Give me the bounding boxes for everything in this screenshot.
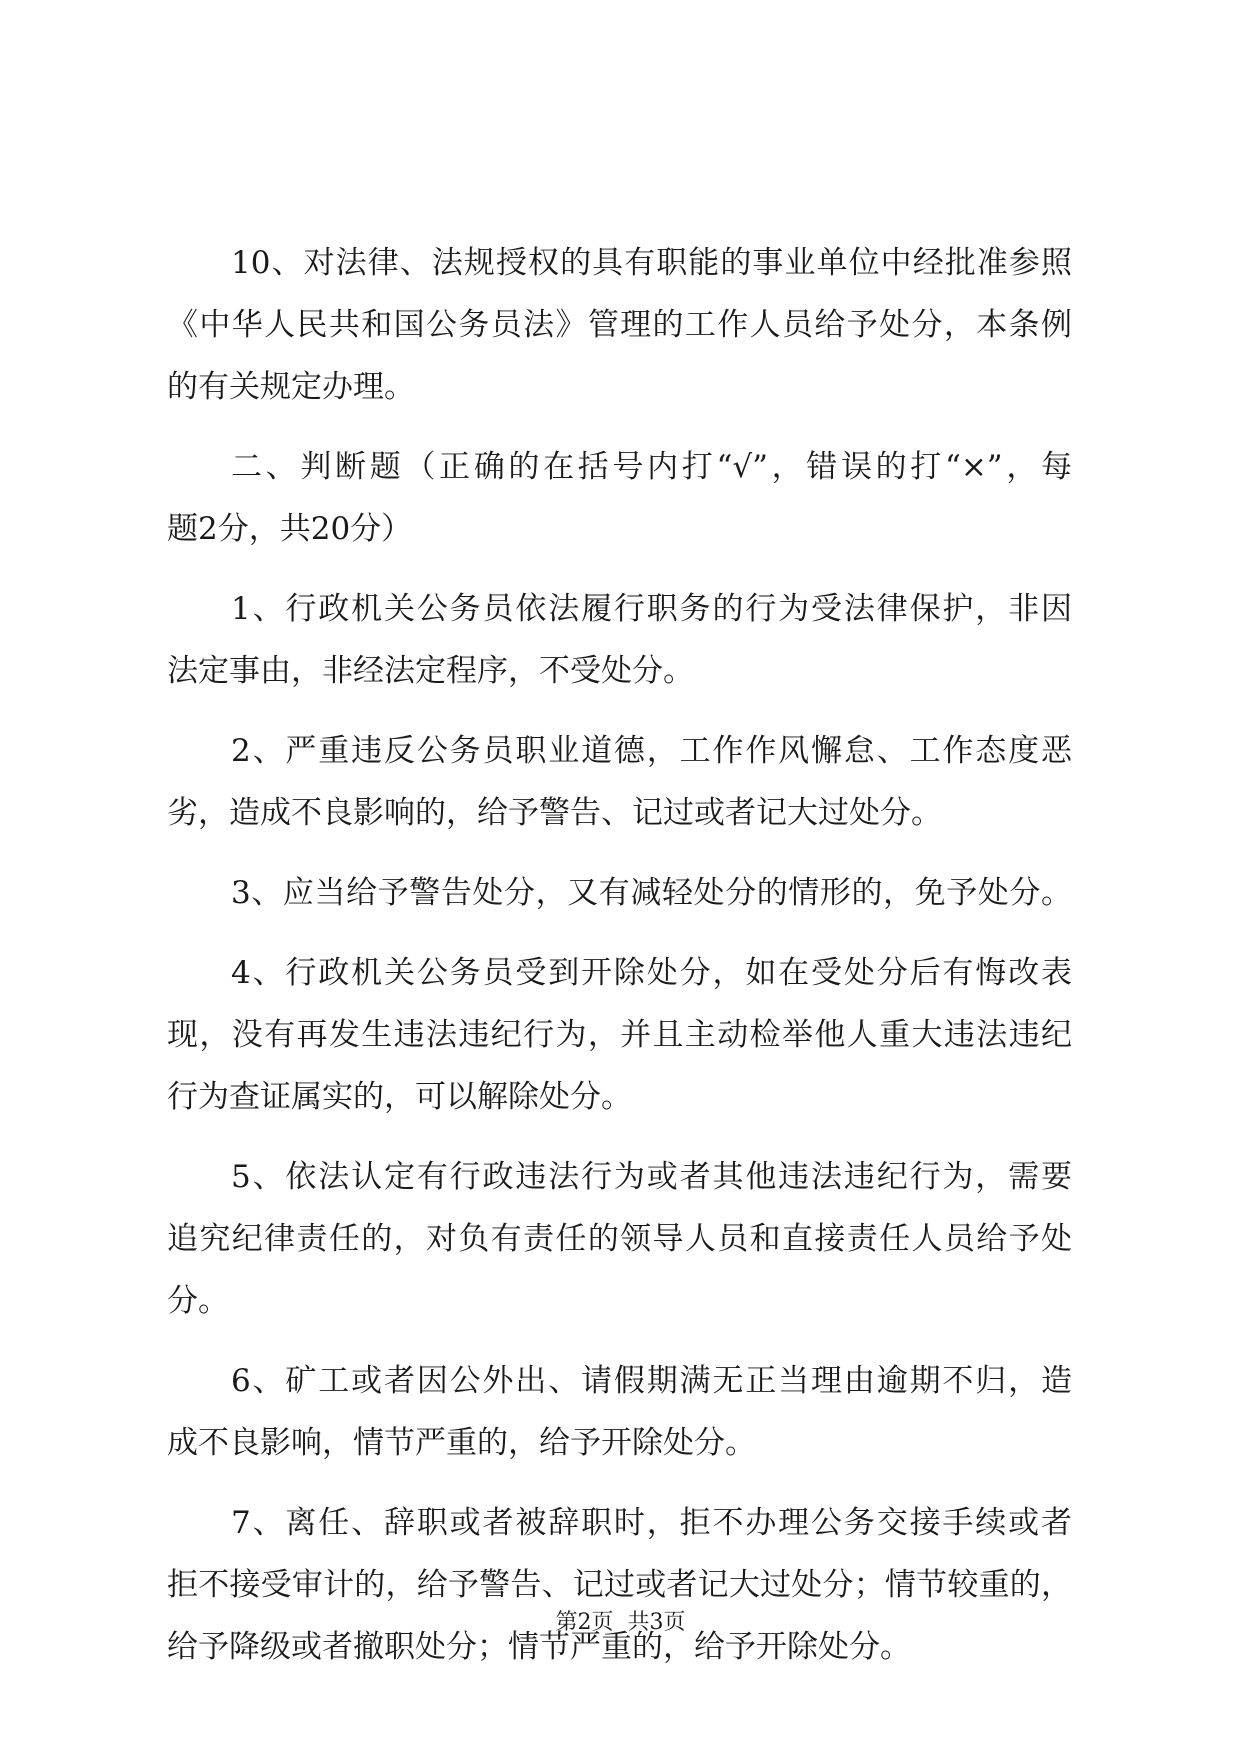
- paragraph-line: 题2分，共20分）: [167, 511, 413, 547]
- question-item: [167, 862, 1072, 924]
- section-heading: [167, 436, 1072, 560]
- paragraph-line: 法定事由，非经法定程序，不受处分。: [167, 653, 694, 689]
- paragraph-line: 给予降级或者撤职处分；情节严重的，给予开除处分。: [167, 1629, 911, 1665]
- question-item: [167, 578, 1072, 702]
- paragraph-line: 二、判断题（正确的在括号内打“√”，错误的打“×”，每: [231, 449, 1072, 485]
- paragraph-line: 《中华人民共和国公务员法》管理的工作人员给予处分，本条例: [167, 307, 1072, 343]
- paragraph-line: 追究纪律责任的，对负有责任的领导人员和直接责任人员给予处: [167, 1221, 1072, 1257]
- paragraph-line: 拒不接受审计的，给予警告、记过或者记大过处分；情节较重的，: [167, 1567, 1072, 1603]
- paragraph-line: 10、对法律、法规授权的具有职能的事业单位中经批准参照: [231, 245, 1072, 281]
- question-item: [167, 720, 1072, 844]
- page-footer: 第2页 共3页: [555, 1610, 686, 1635]
- paragraph-line: 成不良影响，情节严重的，给予开除处分。: [167, 1425, 756, 1461]
- document-body: [167, 232, 1072, 1696]
- paragraph-line: 劣，造成不良影响的，给予警告、记过或者记大过处分。: [167, 795, 942, 831]
- question-item: [167, 942, 1072, 1128]
- paragraph-line: 5、依法认定有行政违法行为或者其他违法违纪行为，需要: [231, 1159, 1072, 1195]
- question-item: [167, 1146, 1072, 1332]
- paragraph: [167, 232, 1072, 418]
- paragraph-line: 6、矿工或者因公外出、请假期满无正当理由逾期不归，造: [231, 1363, 1072, 1399]
- paragraph-line: 2、严重违反公务员职业道德，工作作风懈怠、工作态度恶: [231, 733, 1072, 769]
- paragraph-line: 行为查证属实的，可以解除处分。: [167, 1079, 632, 1115]
- paragraph-line: 现，没有再发生违法违纪行为，并且主动检举他人重大违法违纪: [167, 1017, 1072, 1053]
- paragraph-line: 4、行政机关公务员受到开除处分，如在受处分后有悔改表: [231, 955, 1072, 991]
- paragraph-line: 3、应当给予警告处分，又有减轻处分的情形的，免予处分。: [231, 875, 1072, 911]
- paragraph-line: 的有关规定办理。: [167, 369, 415, 405]
- question-item: [167, 1492, 1072, 1678]
- paragraph-line: 1、行政机关公务员依法履行职务的行为受法律保护，非因: [231, 591, 1072, 627]
- paragraph-line: 分。: [167, 1283, 229, 1319]
- paragraph-line: 7、离任、辞职或者被辞职时，拒不办理公务交接手续或者: [231, 1505, 1072, 1541]
- question-item: [167, 1350, 1072, 1474]
